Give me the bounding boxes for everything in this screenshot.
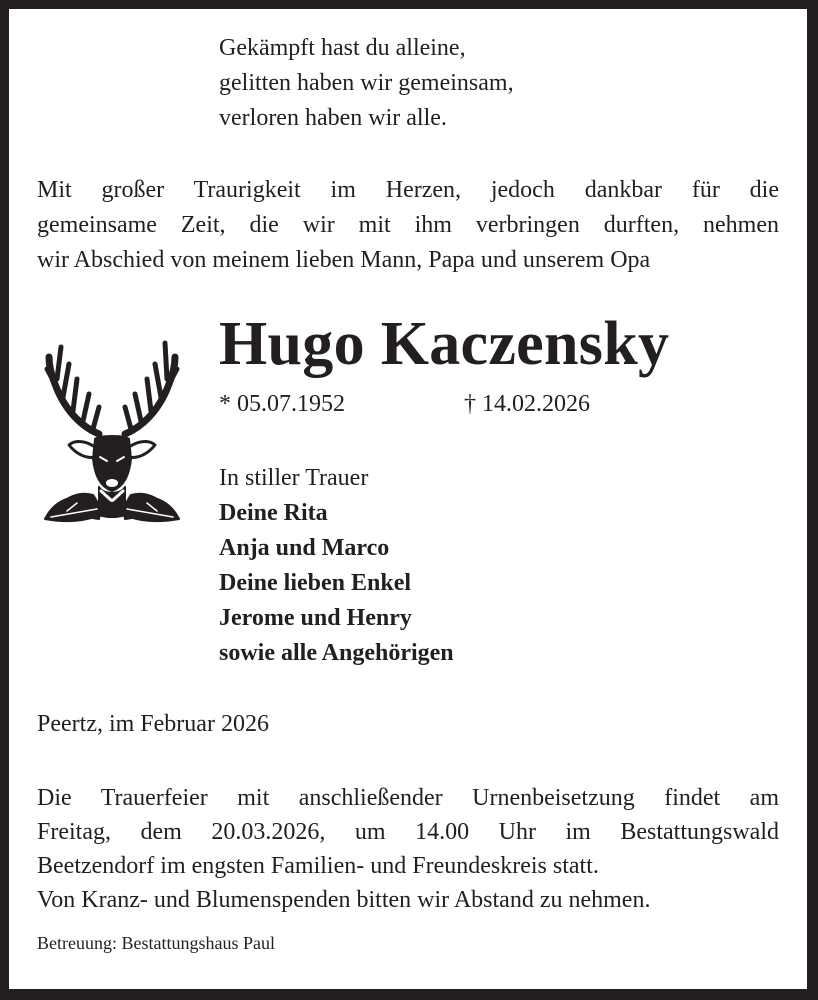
poem-line: Gekämpft hast du alleine, <box>219 35 466 61</box>
service-line: Von Kranz- und Blumenspenden bitten wir Abstand zu nehmen. <box>37 887 651 913</box>
intro-line: Mit großer Traurigkeit im Herzen, jedoch dankbar für die <box>37 177 779 203</box>
deceased-name: Hugo Kaczensky <box>219 310 670 378</box>
mourner-name: Deine lieben Enkel <box>219 570 412 596</box>
mourner-name: Jerome und Henry <box>219 605 412 631</box>
place-date: Peertz, im Februar 2026 <box>37 711 269 737</box>
service-info <box>37 781 779 917</box>
birth-date: * 05.07.1952 <box>219 391 345 417</box>
mourner-name: Deine Rita <box>219 500 328 526</box>
service-line: Freitag, dem 20.03.2026, um 14.00 Uhr im Bestattungswald <box>37 819 779 845</box>
intro-line: gemeinsame Zeit, die wir mit ihm verbringen durften, nehmen <box>37 212 779 238</box>
funeral-home-credit: Betreuung: Bestattungshaus Paul <box>37 933 275 953</box>
service-line: Die Trauerfeier mit anschließender Urnenbeisetzung findet am <box>37 785 779 811</box>
poem-line: verloren haben wir alle. <box>219 105 447 131</box>
obituary-card <box>9 9 807 989</box>
mourner-name: Anja und Marco <box>219 535 390 561</box>
intro-text <box>37 173 779 278</box>
service-line: Beetzendorf im engsten Familien- und Freundeskreis statt. <box>37 853 599 879</box>
death-date: † 14.02.2026 <box>464 391 590 417</box>
stag-head-with-oak-leaves-icon <box>37 339 187 524</box>
intro-line: wir Abschied von meinem lieben Mann, Papa und unserem Opa <box>37 247 651 273</box>
mourners-heading: In stiller Trauer <box>219 465 369 491</box>
mourner-name: sowie alle Angehörigen <box>219 640 454 666</box>
mourners-list <box>219 461 454 671</box>
poem <box>219 31 514 136</box>
poem-line: gelitten haben wir gemeinsam, <box>219 70 514 96</box>
